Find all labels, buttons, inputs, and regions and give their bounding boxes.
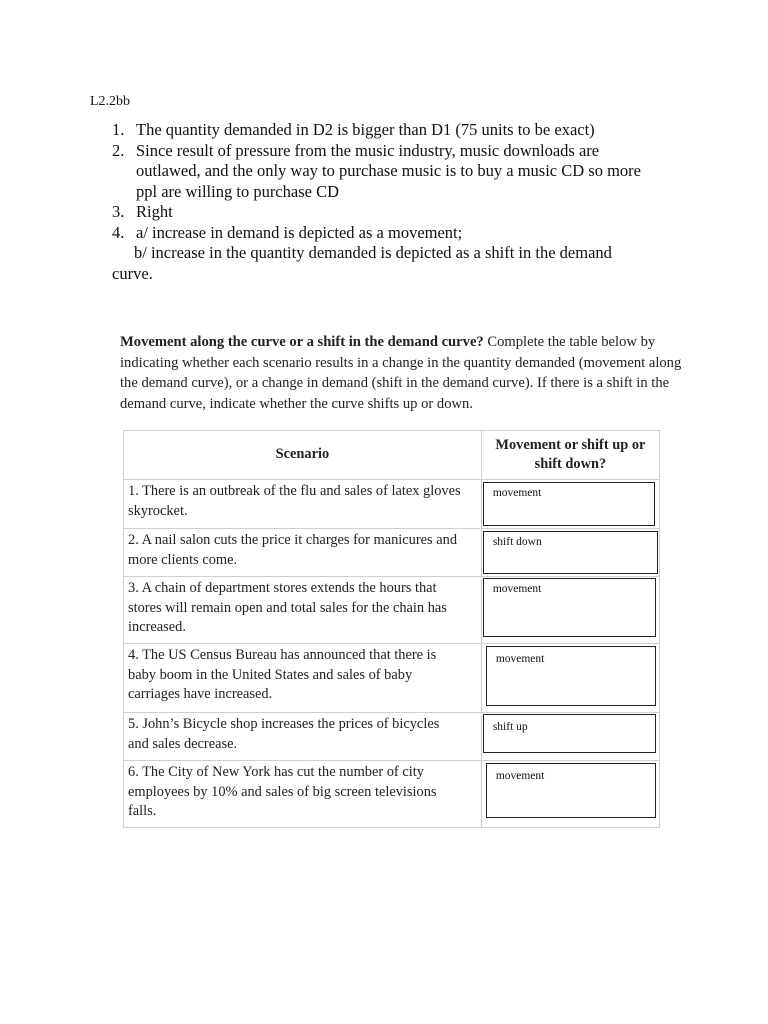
instructions-line: Complete the table below by <box>483 334 656 350</box>
scenario-line: 4. The US Census Bureau has announced that there is <box>128 647 437 663</box>
instructions-line: the demand curve), or a change in demand (shift in the demand curve). If there is a shift in the <box>120 375 670 391</box>
answer-text: a/ increase in demand is depicted as a movement; <box>136 222 463 242</box>
instructions-title: Movement along the curve or a shift in the demand curve? <box>120 334 484 350</box>
answer-text: The quantity demanded in D2 is bigger than D1 (75 units to be exact) <box>136 120 595 139</box>
answer-list <box>112 120 712 284</box>
answer-input-box[interactable]: movement <box>483 482 655 526</box>
answer-cell <box>481 713 659 761</box>
table-row <box>124 761 660 828</box>
scenario-line: stores will remain open and total sales for the chain has <box>128 599 447 616</box>
answer-cell <box>481 761 659 828</box>
answer-item-2 <box>112 141 712 203</box>
answer-text-line: ppl are willing to purchase CD <box>136 181 339 201</box>
answer-input-box[interactable]: movement <box>483 578 656 637</box>
answer-text-line: Since result of pressure from the music industry, music downloads are <box>136 140 600 160</box>
answer-cell <box>481 577 659 644</box>
answer-text: b/ increase in the quantity demanded is depicted as a shift in the demand <box>134 243 612 262</box>
answer-number: 1. <box>112 120 125 139</box>
table-row <box>124 577 660 644</box>
scenario-cell <box>124 713 482 761</box>
answer-input-box[interactable]: shift up <box>483 714 656 753</box>
column-header-answer <box>481 431 659 480</box>
instructions-line: demand curve, indicate whether the curve shifts up or down. <box>120 395 473 412</box>
table-row <box>124 644 660 713</box>
scenario-line: 6. The City of New York has cut the number of city <box>128 764 424 780</box>
scenario-cell <box>124 529 482 577</box>
answer-input-box[interactable]: movement <box>486 646 656 706</box>
answer-item-4-line-2 <box>112 243 712 264</box>
answer-cell <box>481 480 659 529</box>
answer-text: Right <box>136 202 173 221</box>
answer-text-line: outlawed, and the only way to purchase music is to buy a music CD so more <box>136 161 641 180</box>
answer-item-1 <box>112 120 712 141</box>
answer-number: 2. <box>112 140 125 160</box>
answer-text: curve. <box>112 263 153 283</box>
scenario-line: baby boom in the United States and sales of baby <box>128 666 413 683</box>
scenario-line: 1. There is an outbreak of the flu and sales of latex gloves <box>128 483 461 499</box>
instructions-line: indicating whether each scenario results in a change in the quantity demanded (movement along <box>120 354 682 371</box>
scenario-line: and sales decrease. <box>128 735 238 752</box>
scenario-line: carriages have increased. <box>128 686 273 702</box>
document-id: L2.2bb <box>90 94 131 109</box>
answer-number: 3. <box>112 202 125 221</box>
table-row <box>124 713 660 761</box>
answer-item-4 <box>112 223 712 244</box>
scenario-line: employees by 10% and sales of big screen televisions <box>128 783 437 800</box>
answer-item-3 <box>112 202 712 223</box>
answer-number: 4. <box>112 222 125 242</box>
column-header-answer-line: shift down? <box>534 456 607 472</box>
table-row <box>124 480 660 529</box>
answer-cell <box>481 529 659 577</box>
table-row <box>124 529 660 577</box>
scenario-line: increased. <box>128 619 186 635</box>
scenario-cell <box>124 577 482 644</box>
answer-item-4-line-3 <box>112 264 712 285</box>
table-header-row <box>124 431 660 480</box>
instructions <box>120 332 700 414</box>
column-header-scenario: Scenario <box>124 431 482 480</box>
scenario-table <box>123 430 660 828</box>
answer-cell <box>481 644 659 713</box>
scenario-line: 2. A nail salon cuts the price it charges for manicures and <box>128 532 458 548</box>
scenario-cell <box>124 480 482 529</box>
answer-input-box[interactable]: shift down <box>483 531 658 574</box>
scenario-line: more clients come. <box>128 551 238 568</box>
scenario-line: 5. John’s Bicycle shop increases the prices of bicycles <box>128 716 440 732</box>
answer-input-box[interactable]: movement <box>486 763 656 818</box>
scenario-cell <box>124 761 482 828</box>
scenario-cell <box>124 644 482 713</box>
column-header-answer-line: Movement or shift up or <box>495 436 646 453</box>
scenario-line: falls. <box>128 803 157 819</box>
scenario-line: 3. A chain of department stores extends the hours that <box>128 580 437 596</box>
scenario-line: skyrocket. <box>128 502 188 519</box>
